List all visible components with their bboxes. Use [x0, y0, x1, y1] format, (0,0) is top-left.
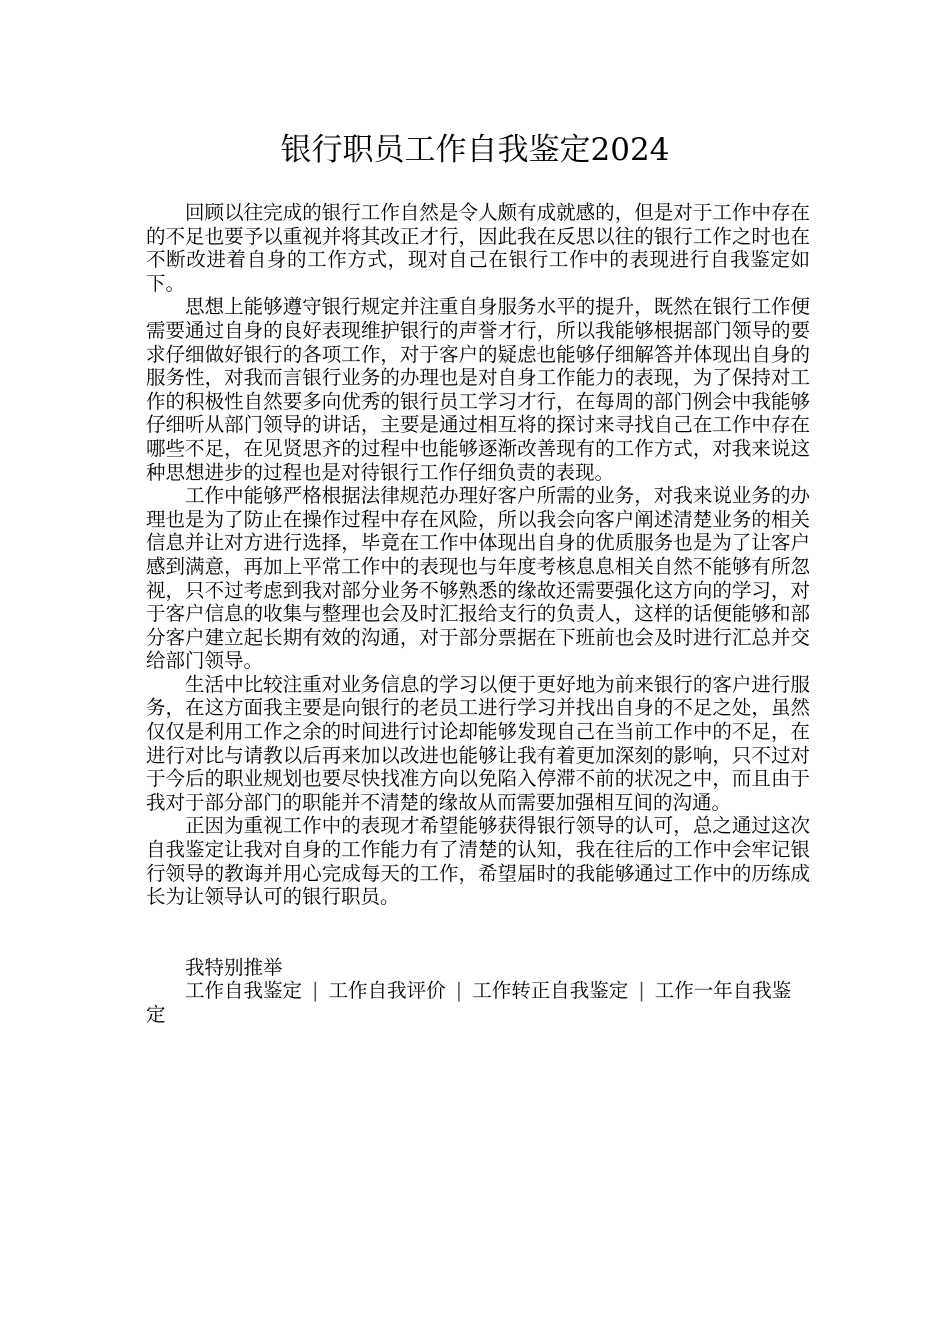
paragraph-intro: 回顾以往完成的银行工作自然是令人颇有成就感的，但是对于工作中存在的不足也要予以重视并将其改正才行，因此我在反思以往的银行工作之时也在不断改进着自身的工作方式，现对自己在银行工作中的表现进行自我鉴定如下。 [146, 201, 810, 295]
recommend-links [146, 979, 810, 1026]
recommend-link-self-evaluation[interactable]: 工作自我评价 [328, 979, 446, 1003]
paragraph-work: 工作中能够严格根据法律规范办理好客户所需的业务，对我来说业务的办理也是为了防止在操作过程中存在风险，所以我会向客户阐述清楚业务的相关信息并让对方进行选择，毕竟在工作中体现出自身的优质服务也是为了让客户感到满意，再加上平常工作中的表现也与年度考核息息相关自然不能够有所忽视，只不过考虑到我对部分业务不够熟悉的缘故还需要强化这方向的学习，对于客户信息的收集与整理也会及时汇报给支行的负责人，这样的话便能够和部分客户建立起长期有效的沟通，对于部分票据在下班前也会及时进行汇总并交给部门领导。 [146, 484, 810, 673]
paragraph-conclusion: 正因为重视工作中的表现才希望能够获得银行领导的认可，总之通过这次自我鉴定让我对自身的工作能力有了清楚的认知，我在往后的工作中会牢记银行领导的教诲并用心完成每天的工作，希望届时的我能够通过工作中的历练成长为让领导认可的银行职员。 [146, 814, 810, 909]
link-separator: | [455, 979, 463, 1003]
document-body [146, 201, 810, 1027]
paragraph-life: 生活中比较注重对业务信息的学习以便于更好地为前来银行的客户进行服务，在这方面我主要是向银行的老员工进行学习并找出自身的不足之处，虽然仅仅是利用工作之余的时间进行讨论却能够发现自己在当前工作中的不足，在进行对比与请教以后再来加以改进也能够让我有着更加深刻的影响，只不过对于今后的职业规划也要尽快找准方向以免陷入停滞不前的状况之中，而且由于我对于部分部门的职能并不清楚的缘故从而需要加强相互间的沟通。 [146, 672, 810, 814]
paragraph-thought: 思想上能够遵守银行规定并注重自身服务水平的提升，既然在银行工作便需要通过自身的良好表现维护银行的声誉才行，所以我能够根据部门领导的要求仔细做好银行的各项工作，对于客户的疑虑也能够仔细解答并体现出自身的服务性，对我而言银行业务的办理也是对自身工作能力的表现，为了保持对工作的积极性自然要多向优秀的银行员工学习才行，在每周的部门例会中我能够仔细听从部门领导的讲话，主要是通过相互将的探讨来寻找自己在工作中存在哪些不足，在见贤思齐的过程中也能够逐渐改善现有的工作方式，对我来说这种思想进步的过程也是对待银行工作仔细负责的表现。 [146, 295, 810, 484]
link-separator: | [312, 979, 319, 1003]
document-title: 银行职员工作自我鉴定2024 [280, 132, 670, 168]
link-separator: | [638, 979, 645, 1003]
recommend-link-self-appraisal[interactable]: 工作自我鉴定 [185, 979, 303, 1003]
section-spacer [146, 909, 810, 956]
recommend-link-probation-appraisal[interactable]: 工作转正自我鉴定 [472, 979, 629, 1003]
recommend-heading: 我特别推举 [185, 955, 283, 979]
recommend-link-one-year-appraisal[interactable]: 工作一年自我鉴定 [146, 979, 792, 1026]
